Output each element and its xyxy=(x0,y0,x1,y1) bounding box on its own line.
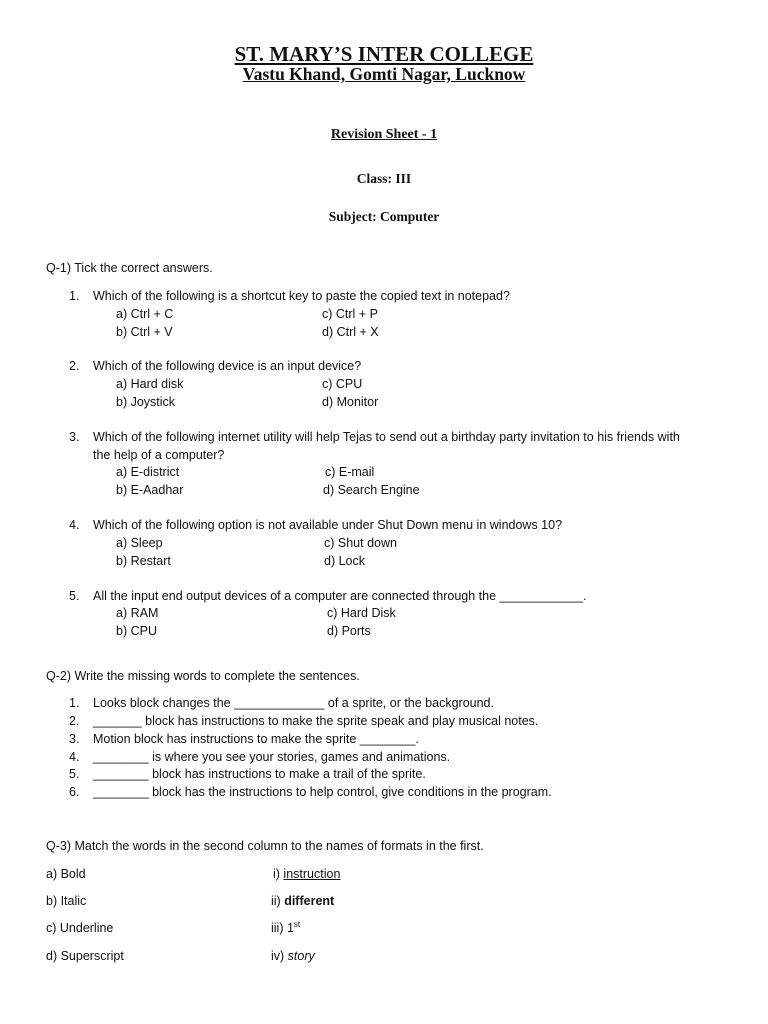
option-a: a) Ctrl + C xyxy=(116,307,174,321)
question-text: All the input end output devices of a computer are connected through the ____________. xyxy=(93,589,587,603)
school-name: ST. MARY’S INTER COLLEGE xyxy=(234,42,534,66)
question-text-continued: the help of a computer? xyxy=(93,448,225,462)
option-c: c) Ctrl + P xyxy=(322,307,378,321)
option-b: b) CPU xyxy=(116,624,157,638)
item-text: _______ block has instructions to make the sprite speak and play musical notes. xyxy=(93,714,539,728)
item-number: 2. xyxy=(69,714,80,728)
sheet-title: Revision Sheet - 1 xyxy=(330,127,438,142)
option-a: a) Sleep xyxy=(116,536,163,550)
q1-heading: Q-1) Tick the correct answers. xyxy=(46,261,213,275)
option-c: c) CPU xyxy=(322,377,363,391)
item-number: 6. xyxy=(69,785,80,799)
match-left-item: d) Superscript xyxy=(46,949,124,963)
item-text: ________ is where you see your stories, games and animations. xyxy=(93,750,451,764)
subject-line: Subject: Computer xyxy=(328,209,440,224)
item-number: 4. xyxy=(69,750,80,764)
item-number: 3. xyxy=(69,732,80,746)
option-d: d) Lock xyxy=(324,554,365,568)
option-b: b) Ctrl + V xyxy=(116,325,173,339)
question-number: 1. xyxy=(69,289,80,303)
option-a: a) E-district xyxy=(116,465,180,479)
option-c: c) E-mail xyxy=(325,465,375,479)
item-label: iv) xyxy=(271,949,288,963)
question-number: 2. xyxy=(69,359,80,373)
item-number: 1. xyxy=(69,696,80,710)
item-label: i) xyxy=(273,867,284,881)
match-right-item xyxy=(271,893,334,909)
question-text: Which of the following device is an input device? xyxy=(93,359,362,373)
option-b: b) E-Aadhar xyxy=(116,483,184,497)
option-c: c) Shut down xyxy=(324,536,397,550)
question-number: 3. xyxy=(69,430,80,444)
option-d: d) Monitor xyxy=(322,395,379,409)
match-right-item xyxy=(271,920,300,936)
option-d: d) Ctrl + X xyxy=(322,325,379,339)
option-d: d) Ports xyxy=(327,624,371,638)
match-left-item: a) Bold xyxy=(46,867,86,881)
option-b: b) Restart xyxy=(116,554,171,568)
item-text: Motion block has instructions to make the sprite ________. xyxy=(93,732,419,746)
item-text: ________ block has instructions to make a trail of the sprite. xyxy=(93,767,426,781)
option-a: a) Hard disk xyxy=(116,377,184,391)
item-text: Looks block changes the _____________ of a sprite, or the background. xyxy=(93,696,494,710)
superscript-text: st xyxy=(293,919,301,929)
item-number: 5. xyxy=(69,767,80,781)
match-left-item: c) Underline xyxy=(46,921,114,935)
q3-heading: Q-3) Match the words in the second column to the names of formats in the first. xyxy=(46,839,484,853)
option-c: c) Hard Disk xyxy=(327,606,396,620)
question-text: Which of the following option is not available under Shut Down menu in windows 10? xyxy=(93,518,563,532)
question-text: Which of the following internet utility will help Tejas to send out a birthday party invitation to his friends with xyxy=(93,430,680,444)
class-line: Class: III xyxy=(356,171,412,186)
underlined-word: instruction xyxy=(283,867,341,881)
question-text: Which of the following is a shortcut key to paste the copied text in notepad? xyxy=(93,289,510,303)
italic-word: story xyxy=(287,949,315,963)
item-label: iii) 1 xyxy=(271,921,294,935)
match-right-item xyxy=(273,866,340,882)
q2-heading: Q-2) Write the missing words to complete the sentences. xyxy=(46,669,360,683)
match-right-item xyxy=(271,948,315,964)
option-d: d) Search Engine xyxy=(323,483,420,497)
item-text: ________ block has the instructions to help control, give conditions in the program. xyxy=(93,785,552,799)
option-b: b) Joystick xyxy=(116,395,176,409)
question-number: 5. xyxy=(69,589,80,603)
question-number: 4. xyxy=(69,518,80,532)
school-address: Vastu Khand, Gomti Nagar, Lucknow xyxy=(242,64,526,84)
bold-word: different xyxy=(284,894,335,908)
match-left-item: b) Italic xyxy=(46,894,87,908)
option-a: a) RAM xyxy=(116,606,159,620)
item-label: ii) xyxy=(271,894,285,908)
